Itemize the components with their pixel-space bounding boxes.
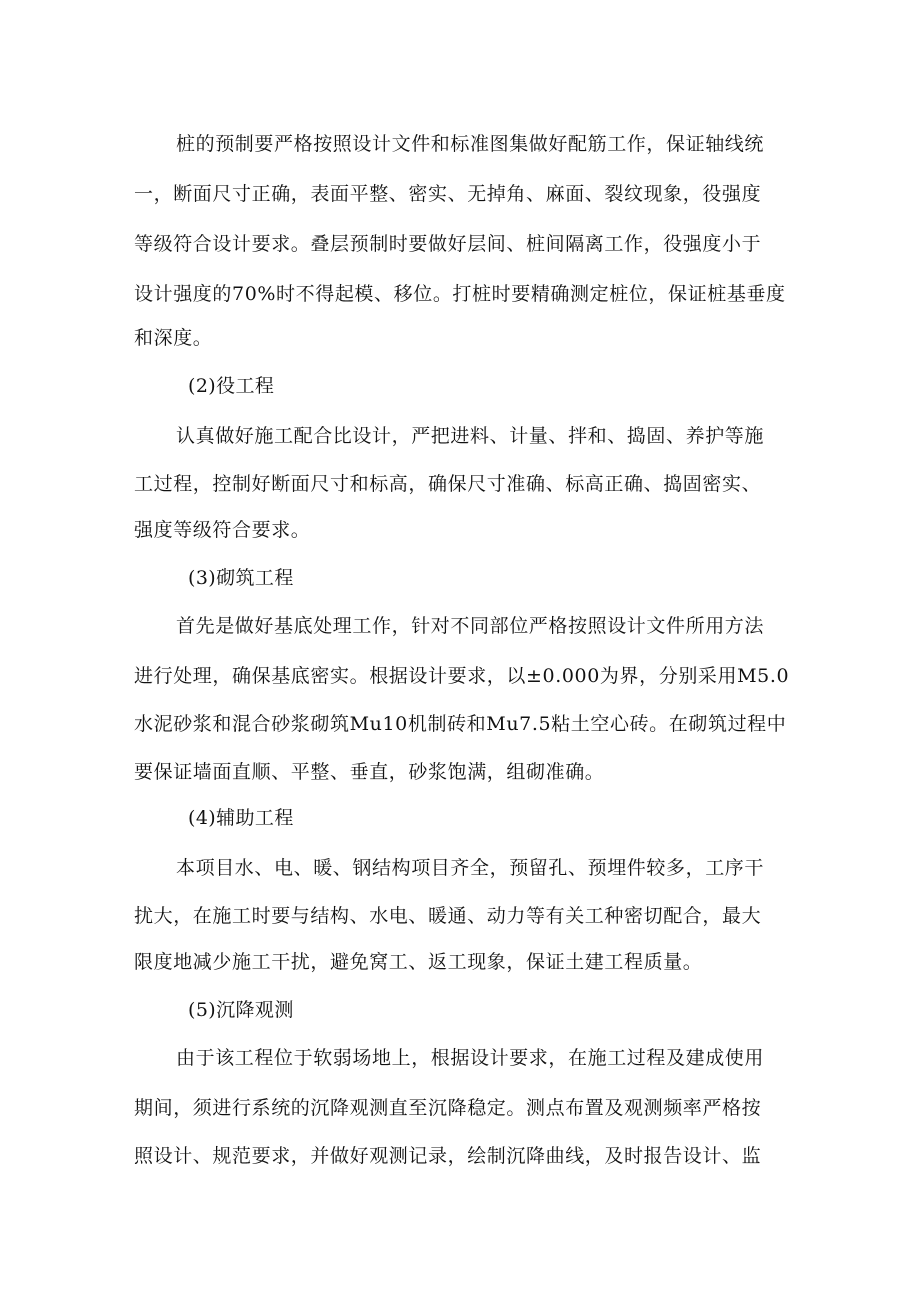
- para4-line-2: 扰大，在施工时要与结构、水电、暖通、动力等有关工种密切配合，最大: [134, 905, 762, 927]
- section-heading-2: (2)役工程: [188, 375, 275, 397]
- para3-line-4: 要保证墙面直顺、平整、垂直，砂浆饱满，组砌准确。: [134, 761, 605, 783]
- para4-line-1: 本项目水、电、暖、钢结构项目齐全，预留孔、预埋件较多，工序干: [176, 857, 765, 879]
- para4-line-3: 限度地减少施工干扰，避免窝工、返工现象，保证土建工程质量。: [134, 951, 703, 973]
- para1-line-1: 桩的预制要严格按照设计文件和标准图集做好配筋工作，保证轴线统: [176, 133, 765, 155]
- para1-line-5: 和深度。: [134, 327, 213, 349]
- para3-line-1: 首先是做好基底处理工作，针对不同部位严格按照设计文件所用方法: [176, 615, 765, 637]
- para1-line-2: 一，断面尺寸正确，表面平整、密实、无掉角、麻面、裂纹现象，役强度: [134, 183, 762, 205]
- para2-line-1: 认真做好施工配合比设计，严把进料、计量、拌和、捣固、养护等施: [176, 425, 765, 447]
- para2-line-2: 工过程，控制好断面尺寸和标高，确保尺寸准确、标高正确、捣固密实、: [134, 473, 762, 495]
- para5-line-1: 由于该工程位于软弱场地上，根据设计要求，在施工过程及建成使用: [176, 1047, 765, 1069]
- section-heading-3: (3)砌筑工程: [188, 567, 294, 589]
- para3-line-2: 进行处理，确保基底密实。根据设计要求，以±0.000为界，分别采用M5.0: [134, 665, 790, 687]
- section-heading-5: (5)沉降观测: [188, 999, 294, 1021]
- para1-line-3: 等级符合设计要求。叠层预制时要做好层间、桩间隔离工作，役强度小于: [134, 233, 762, 255]
- para5-line-2: 期间，须进行系统的沉降观测直至沉降稳定。测点布置及观测频率严格按: [134, 1097, 762, 1119]
- section-heading-4: (4)辅助工程: [188, 807, 294, 829]
- para3-line-3: 水泥砂浆和混合砂浆砌筑Mu10机制砖和Mu7.5粘土空心砖。在砌筑过程中: [134, 713, 787, 735]
- para2-line-3: 强度等级符合要求。: [134, 519, 311, 541]
- para1-line-4: 设计强度的70%时不得起模、移位。打桩时要精确测定桩位，保证桩基垂度: [134, 283, 786, 305]
- para5-line-3: 照设计、规范要求，并做好观测记录，绘制沉降曲线，及时报告设计、监: [134, 1145, 762, 1167]
